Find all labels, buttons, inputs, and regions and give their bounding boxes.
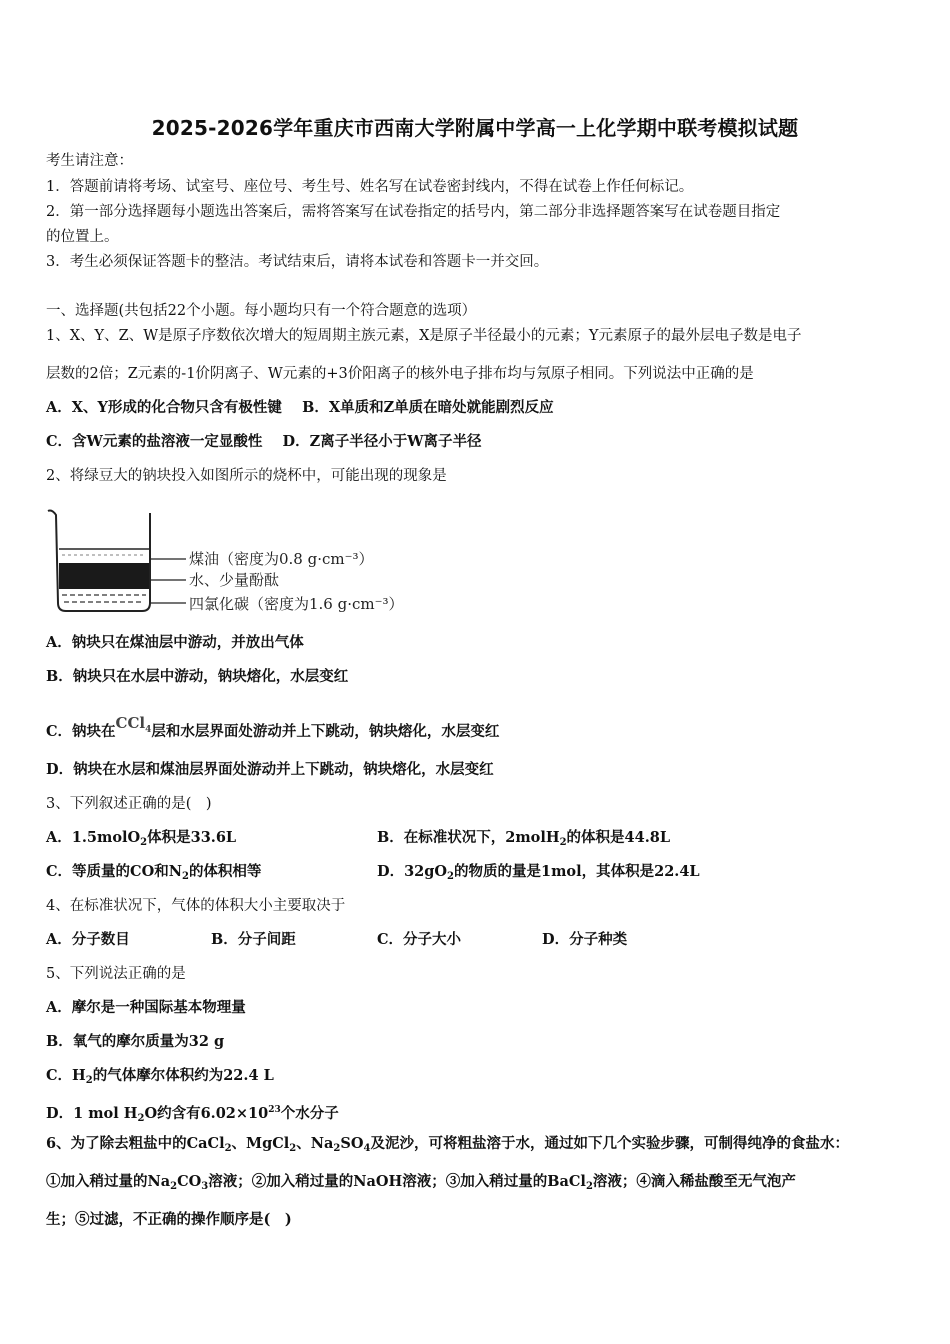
section-heading: 一、选择题(共包括22个小题。每小题均只有一个符合题意的选项）: [46, 303, 477, 319]
q4-stem: 4、在标准状况下，气体的体积大小主要取决于: [46, 898, 346, 914]
q2-option-d: D．钠块在水层和煤油层界面处游动并上下跳动，钠块熔化，水层变红: [46, 761, 494, 778]
q6-stem-line3: 生；⑤过滤，不正确的操作顺序是( ): [46, 1211, 292, 1228]
q4-option-a: A．分子数目: [46, 931, 130, 948]
q3-option-a: A．1.5molO$_2$体积是33.6L: [46, 829, 237, 848]
q5-option-b: B．氧气的摩尔质量为32 g: [46, 1033, 225, 1050]
q4-option-c: C．分子大小: [377, 931, 462, 948]
q2-option-a: A．钠块只在煤油层中游动，并放出气体: [46, 634, 304, 651]
q2-option-c-prefix: C．钠块在: [46, 723, 116, 740]
q1-stem-line2: 层数的2倍；Z元素的-1价阴离子、W元素的+3价阳离子的核外电子排布均与氖原子相同。下列说法中正确的是: [46, 366, 754, 382]
q1-options-cd: [46, 432, 481, 452]
notice-item-2-cont: 的位置上。: [46, 229, 119, 245]
q5-option-a: A．摩尔是一种国际基本物理量: [46, 999, 246, 1016]
q1-options-ab: [46, 398, 554, 418]
notice-heading: 考生请注意：: [46, 153, 133, 169]
notice-item-1: 1．答题前请将考场、试室号、座位号、考生号、姓名写在试卷密封线内，不得在试卷上作任何标记。: [46, 179, 694, 195]
q2-option-c-suffix: 层和水层界面处游动并上下跳动，钠块熔化，水层变红: [151, 723, 500, 740]
q6-stem-line1: 6、为了除去粗盐中的CaCl$_2$、MgCl$_2$、$Na_2SO_4$及泥沙，可将粗盐溶于水，通过如下几个实验步骤，可制得纯净的食盐水：: [46, 1135, 849, 1154]
label-water: 水、少量酚酞: [189, 571, 280, 589]
q1-option-d: D．Z离子半径小于W离子半径: [282, 433, 482, 450]
q6-stem-line2: ①加入稍过量的$Na_2CO_3$溶液；②加入稍过量的NaOH溶液；③加入稍过量的BaCl$_2$溶液；④滴入稀盐酸至无气泡产: [46, 1173, 796, 1192]
label-kerosene: 煤油（密度为0.8 g·cm⁻³）: [189, 550, 374, 568]
ccl4-formula: CCl$_4$: [115, 714, 152, 735]
page-title: 2025-2026学年重庆市西南大学附属中学高一上化学期中联考模拟试题: [151, 116, 799, 140]
q2-option-c: [46, 713, 499, 742]
beaker-figure: [46, 505, 446, 623]
q5-stem: 5、下列说法正确的是: [46, 966, 186, 982]
q2-option-b: B．钠块只在水层中游动，钠块熔化，水层变红: [46, 668, 349, 685]
q3-option-b: B．在标准状况下，2molH$_2$的体积是44.8L: [377, 829, 671, 848]
notice-item-2: 2．第一部分选择题每小题选出答案后，需将答案写在试卷指定的括号内，第二部分非选择题答案写在试卷题目指定: [46, 204, 781, 220]
q1-stem-line1: 1、X、Y、Z、W是原子序数依次增大的短周期主族元素，X是原子半径最小的元素；Y元素原子的最外层电子数是电子: [46, 328, 802, 344]
q3-option-c: C．等质量的CO和$N_2$的体积相等: [46, 863, 262, 882]
q3-option-d: D．$32gO_2$的物质的量是1mol，其体积是22.4L: [377, 863, 700, 882]
q4-option-b: B．分子间距: [211, 931, 296, 948]
q1-option-c: C．含W元素的盐溶液一定显酸性: [46, 433, 263, 450]
q1-option-a: A．X、Y形成的化合物只含有极性键: [46, 399, 282, 416]
q2-stem: 2、将绿豆大的钠块投入如图所示的烧杯中，可能出现的现象是: [46, 468, 447, 484]
notice-item-3: 3．考生必须保证答题卡的整洁。考试结束后，请将本试卷和答题卡一并交回。: [46, 254, 549, 270]
q1-option-b: B．X单质和Z单质在暗处就能剧烈反应: [302, 399, 554, 416]
q4-option-d: D．分子种类: [542, 931, 628, 948]
label-ccl4: 四氯化碳（密度为1.6 g·cm⁻³）: [189, 595, 404, 613]
q5-option-d: D．1 mol $H_2O$约含有$6.02\times 10^{23}$个水分子: [46, 1105, 339, 1124]
beaker-diagram: [46, 505, 446, 623]
q3-stem: 3、下列叙述正确的是( ): [46, 796, 212, 812]
q5-option-c: C．$H_2$的气体摩尔体积约为22.4 L: [46, 1067, 274, 1086]
